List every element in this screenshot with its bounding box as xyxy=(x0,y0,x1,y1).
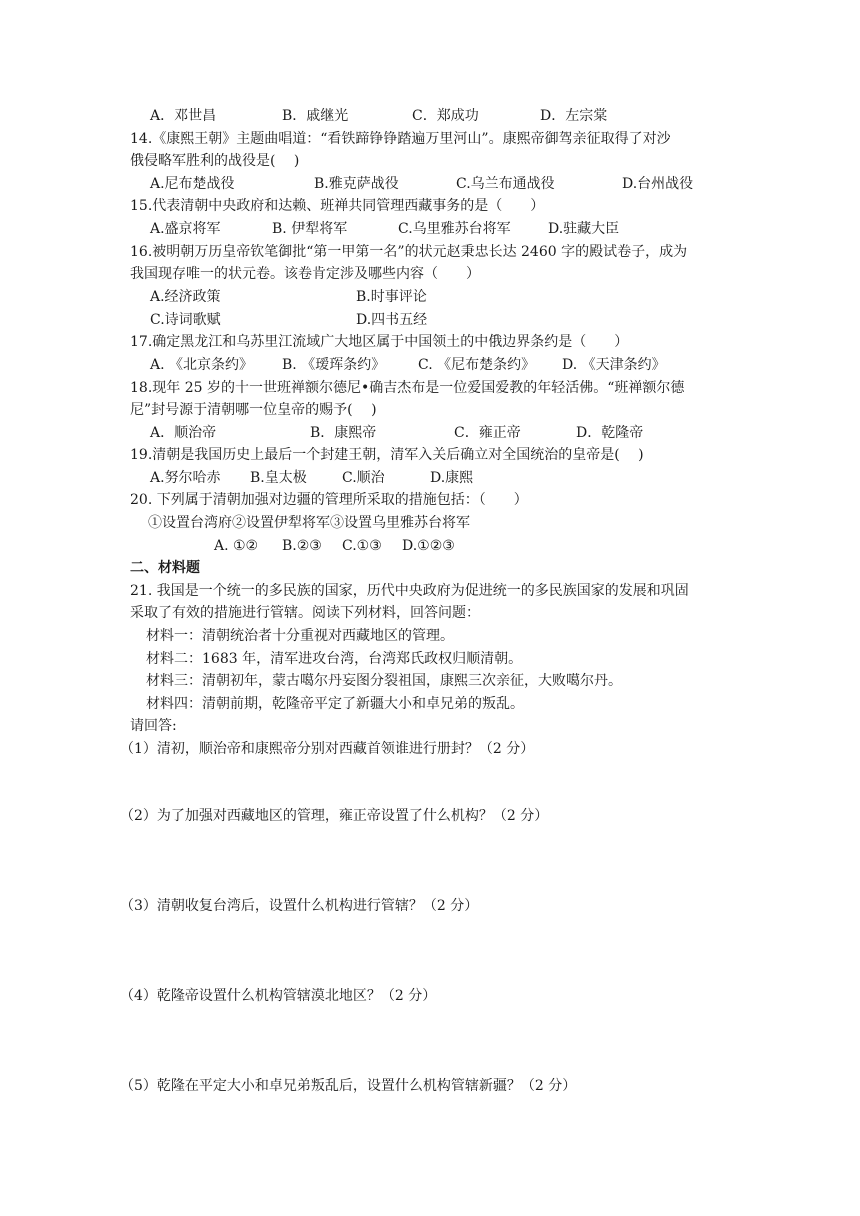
q19-option-c: C.顺治 xyxy=(342,470,385,486)
subquestion-5: （5）乾隆在平定大小和卓兄弟叛乱后，设置什么机构管辖新疆？（2 分） xyxy=(120,1078,577,1094)
subquestion-2: （2）为了加强对西藏地区的管理，雍正帝设置了什么机构？（2 分） xyxy=(120,808,549,824)
q15-option-d: D.驻藏大臣 xyxy=(548,221,620,237)
q17-option-b: B. 《瑷珲条约》 xyxy=(282,357,386,373)
q17-option-a: A. 《北京条约》 xyxy=(150,357,254,373)
q17-option-d: D. 《天津条约》 xyxy=(562,357,666,373)
q14-option-b: B.雅克萨战役 xyxy=(314,176,399,192)
q16-option-a: A.经济政策 xyxy=(150,289,221,305)
q18-option-d: D．乾隆帝 xyxy=(576,425,644,441)
q21-stem-line2: 采取了有效的措施进行管辖。阅读下列材料，回答问题： xyxy=(130,605,480,621)
subquestion-1: （1）清初，顺治帝和康熙帝分别对西藏首领谁进行册封？（2 分） xyxy=(120,741,535,757)
q18-option-c: C．雍正帝 xyxy=(454,425,521,441)
q18-option-b: B．康熙帝 xyxy=(310,425,377,441)
material-1: 材料一：清朝统治者十分重视对西藏地区的管理。 xyxy=(146,628,454,644)
q20-option-b: B.②③ xyxy=(282,538,322,554)
q15-option-a: A.盛京将军 xyxy=(150,221,221,237)
q14-option-d: D.台州战役 xyxy=(622,176,694,192)
material-3: 材料三：清朝初年，蒙古噶尔丹妄图分裂祖国，康熙三次亲征，大败噶尔丹。 xyxy=(146,673,622,689)
q18-option-a: A．顺治帝 xyxy=(150,425,217,441)
answer-prompt: 请回答: xyxy=(130,718,177,734)
q20-option-c: C.①③ xyxy=(342,538,382,554)
q13-option-c: C．郑成功 xyxy=(412,108,479,124)
q15-option-c: C.乌里雅苏台将军 xyxy=(398,221,511,237)
q18-stem-line1: 18.现年 25 岁的十一世班禅额尔德尼•确吉杰布是一位爱国爱教的年轻活佛。“班禅额尔德 xyxy=(130,380,685,396)
q20-stem: 20. 下列属于清朝加强对边疆的管理所采取的措施包括：（ ） xyxy=(130,492,528,508)
q16-stem-line1: 16.被明朝万历皇帝钦笔御批“第一甲第一名”的状元赵秉忠长达 2460 字的殿试卷子，成为 xyxy=(130,244,688,260)
q15-option-b: B. 伊犁将军 xyxy=(272,221,348,237)
q18-stem-line2: 尼”封号源于清朝哪一位皇帝的赐予( ) xyxy=(130,402,377,418)
q14-stem-line1: 14.《康熙王朝》主题曲唱道：“看铁蹄铮铮踏遍万里河山”。康熙帝御驾亲征取得了对沙 xyxy=(130,131,671,147)
q13-option-a: A．邓世昌 xyxy=(150,108,217,124)
q14-option-c: C.乌兰布通战役 xyxy=(456,176,555,192)
q15-stem: 15.代表清朝中央政府和达赖、班禅共同管理西藏事务的是（ ） xyxy=(130,198,545,214)
q14-option-a: A.尼布楚战役 xyxy=(150,176,235,192)
q19-option-d: D.康熙 xyxy=(430,470,474,486)
q14-stem-line2: 俄侵略军胜利的战役是( ) xyxy=(130,153,300,169)
q17-option-c: C. 《尼布楚条约》 xyxy=(418,357,536,373)
q19-stem: 19.清朝是我国历史上最后一个封建王朝，清军入关后确立对全国统治的皇帝是( ) xyxy=(130,447,644,463)
subquestion-3: （3）清朝收复台湾后，设置什么机构进行管辖？（2 分） xyxy=(120,898,479,914)
q16-option-d: D.四书五经 xyxy=(356,312,428,328)
q17-stem: 17.确定黑龙江和乌苏里江流域广大地区属于中国领土的中俄边界条约是（ ） xyxy=(130,334,629,350)
subquestion-4: （4）乾隆帝设置什么机构管辖漠北地区？（2 分） xyxy=(120,988,437,1004)
material-2: 材料二：1683 年，清军进攻台湾，台湾郑氏政权归顺清朝。 xyxy=(146,651,523,667)
q19-option-b: B.皇太极 xyxy=(250,470,307,486)
q16-stem-line2: 我国现存唯一的状元卷。该卷肯定涉及哪些内容（ ） xyxy=(130,266,480,282)
q13-option-b: B．戚继光 xyxy=(282,108,349,124)
q20-items: ①设置台湾府②设置伊犁将军③设置乌里雅苏台将军 xyxy=(148,515,470,531)
section2-heading: 二、材料题 xyxy=(130,560,200,576)
q16-option-c: C.诗词歌赋 xyxy=(150,312,221,328)
q16-option-b: B.时事评论 xyxy=(356,289,427,305)
q20-option-a: A. ①② xyxy=(214,538,259,554)
material-4: 材料四：清朝前期，乾隆帝平定了新疆大小和卓兄弟的叛乱。 xyxy=(146,696,524,712)
q20-option-d: D.①②③ xyxy=(402,538,455,554)
q19-option-a: A.努尔哈赤 xyxy=(150,470,221,486)
q13-option-d: D．左宗棠 xyxy=(540,108,608,124)
q21-stem-line1: 21. 我国是一个统一的多民族的国家，历代中央政府为促进统一的多民族国家的发展和巩固 xyxy=(130,583,689,599)
